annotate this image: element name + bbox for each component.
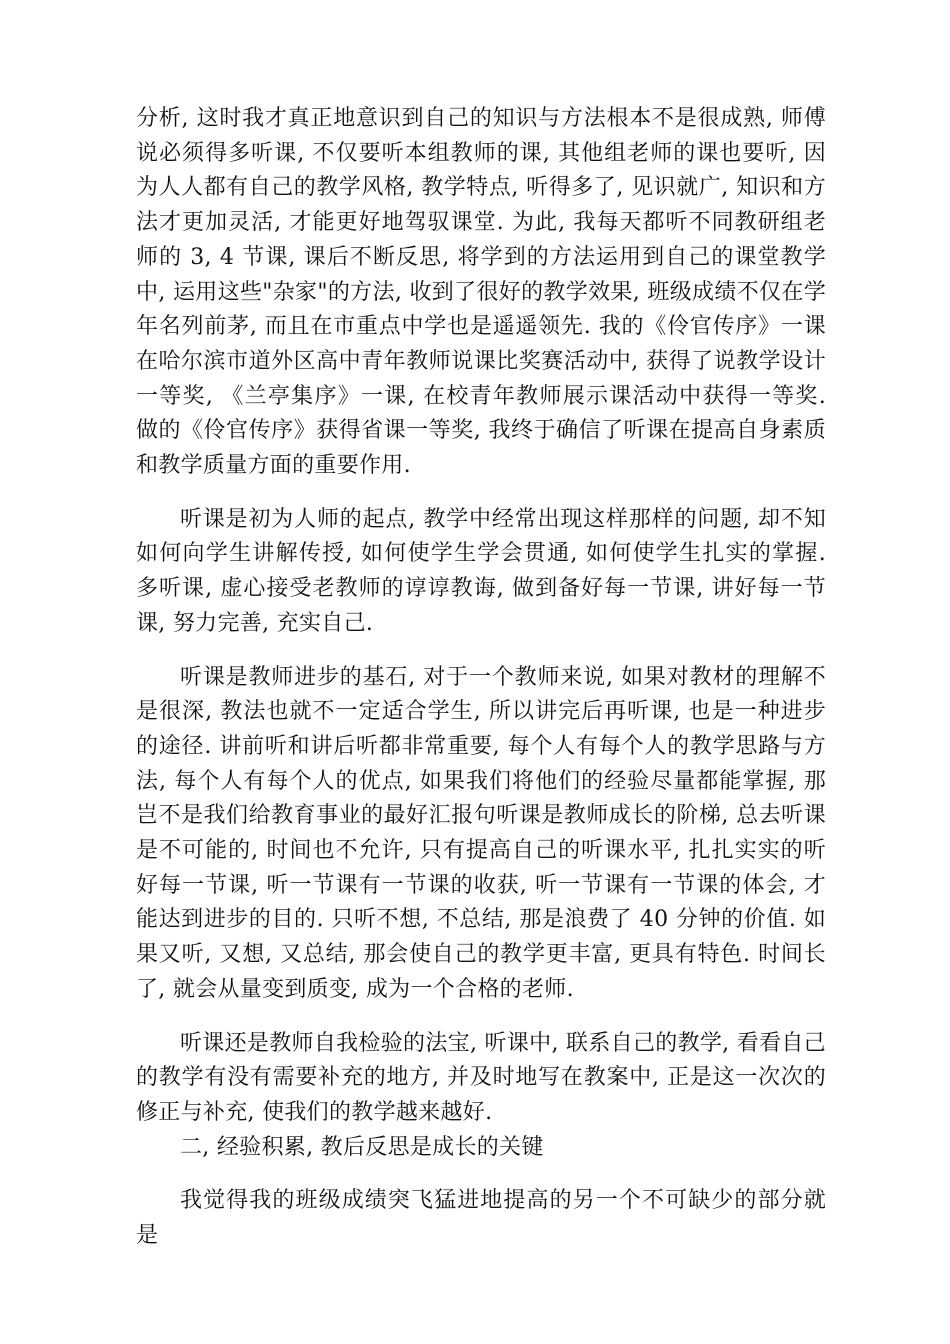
paragraph-2: 听课是初为人师的起点, 教学中经常出现这样那样的问题, 却不知如何向学生讲解传授, 如何使学生学会贯通, 如何使学生扎实的掌握. 多听课, 虚心接受老教师的谆谆教诲, 做到备好每一节课, 讲好每一节课, 努力完善, 充实自己.: [136, 506, 826, 636]
paragraph-5: 我觉得我的班级成绩突飞猛进地提高的另一个不可缺少的部分就是: [136, 1188, 826, 1249]
section-heading: 二, 经验积累, 教后反思是成长的关键: [180, 1134, 544, 1160]
paragraph-3: 听课是教师进步的基石, 对于一个教师来说, 如果对教材的理解不是很深, 教法也就不一定适合学生, 所以讲完后再听课, 也是一种进步的途径. 讲前听和讲后听都非常重要, 每个人有每个人的教学思路与方法, 每个人有每个人的优点, 如果我们将他们的经验尽量都能掌握, 那岂不是我们给教育事业的最好汇报句听课是教师成长的阶梯, 总去听课是不可能的, 时间也不允许, 只有提高自己的听课水平, 扎扎实实的听好每一节课, 听一节课有一节课的收获, 听一节课有一节课的体会, 才能达到进步的目的. 只听不想, 不总结, 那是浪费了 40 分钟的价值. 如果又听, 又想, 又总结, 那会使自己的教学更丰富, 更具有特色. 时间长了, 就会从量变到质变, 成为一个合格的老师.: [136, 664, 826, 1002]
paragraph-1: 分析, 这时我才真正地意识到自己的知识与方法根本不是很成熟, 师傅说必须得多听课, 不仅要听本组教师的课, 其他组老师的课也要听, 因为人人都有自己的教学风格, 教学特点, 听得多了, 见识就广, 知识和方法才更加灵活, 才能更好地驾驭课堂. 为此, 我每天都听不同教研组老师的 3, 4 节课, 课后不断反思, 将学到的方法运用到自己的课堂教学中, 运用这些"杂家"的方法, 收到了很好的教学效果, 班级成绩不仅在学年名列前茅, 而且在市重点中学也是遥遥领先. 我的《伶官传序》一课在哈尔滨市道外区高中青年教师说课比奖赛活动中, 获得了说教学设计一等奖, 《兰亭集序》一课, 在校青年教师展示课活动中获得一等奖. 做的《伶官传序》获得省课一等奖, 我终于确信了听课在提高自身素质和教学质量方面的重要作用.: [136, 106, 826, 479]
paragraph-4: 听课还是教师自我检验的法宝, 听课中, 联系自己的教学, 看看自己的教学有没有需要补充的地方, 并及时地写在教案中, 正是这一次次的修正与补充, 使我们的教学越来越好.: [136, 1030, 826, 1125]
document-page: [136, 102, 826, 1254]
